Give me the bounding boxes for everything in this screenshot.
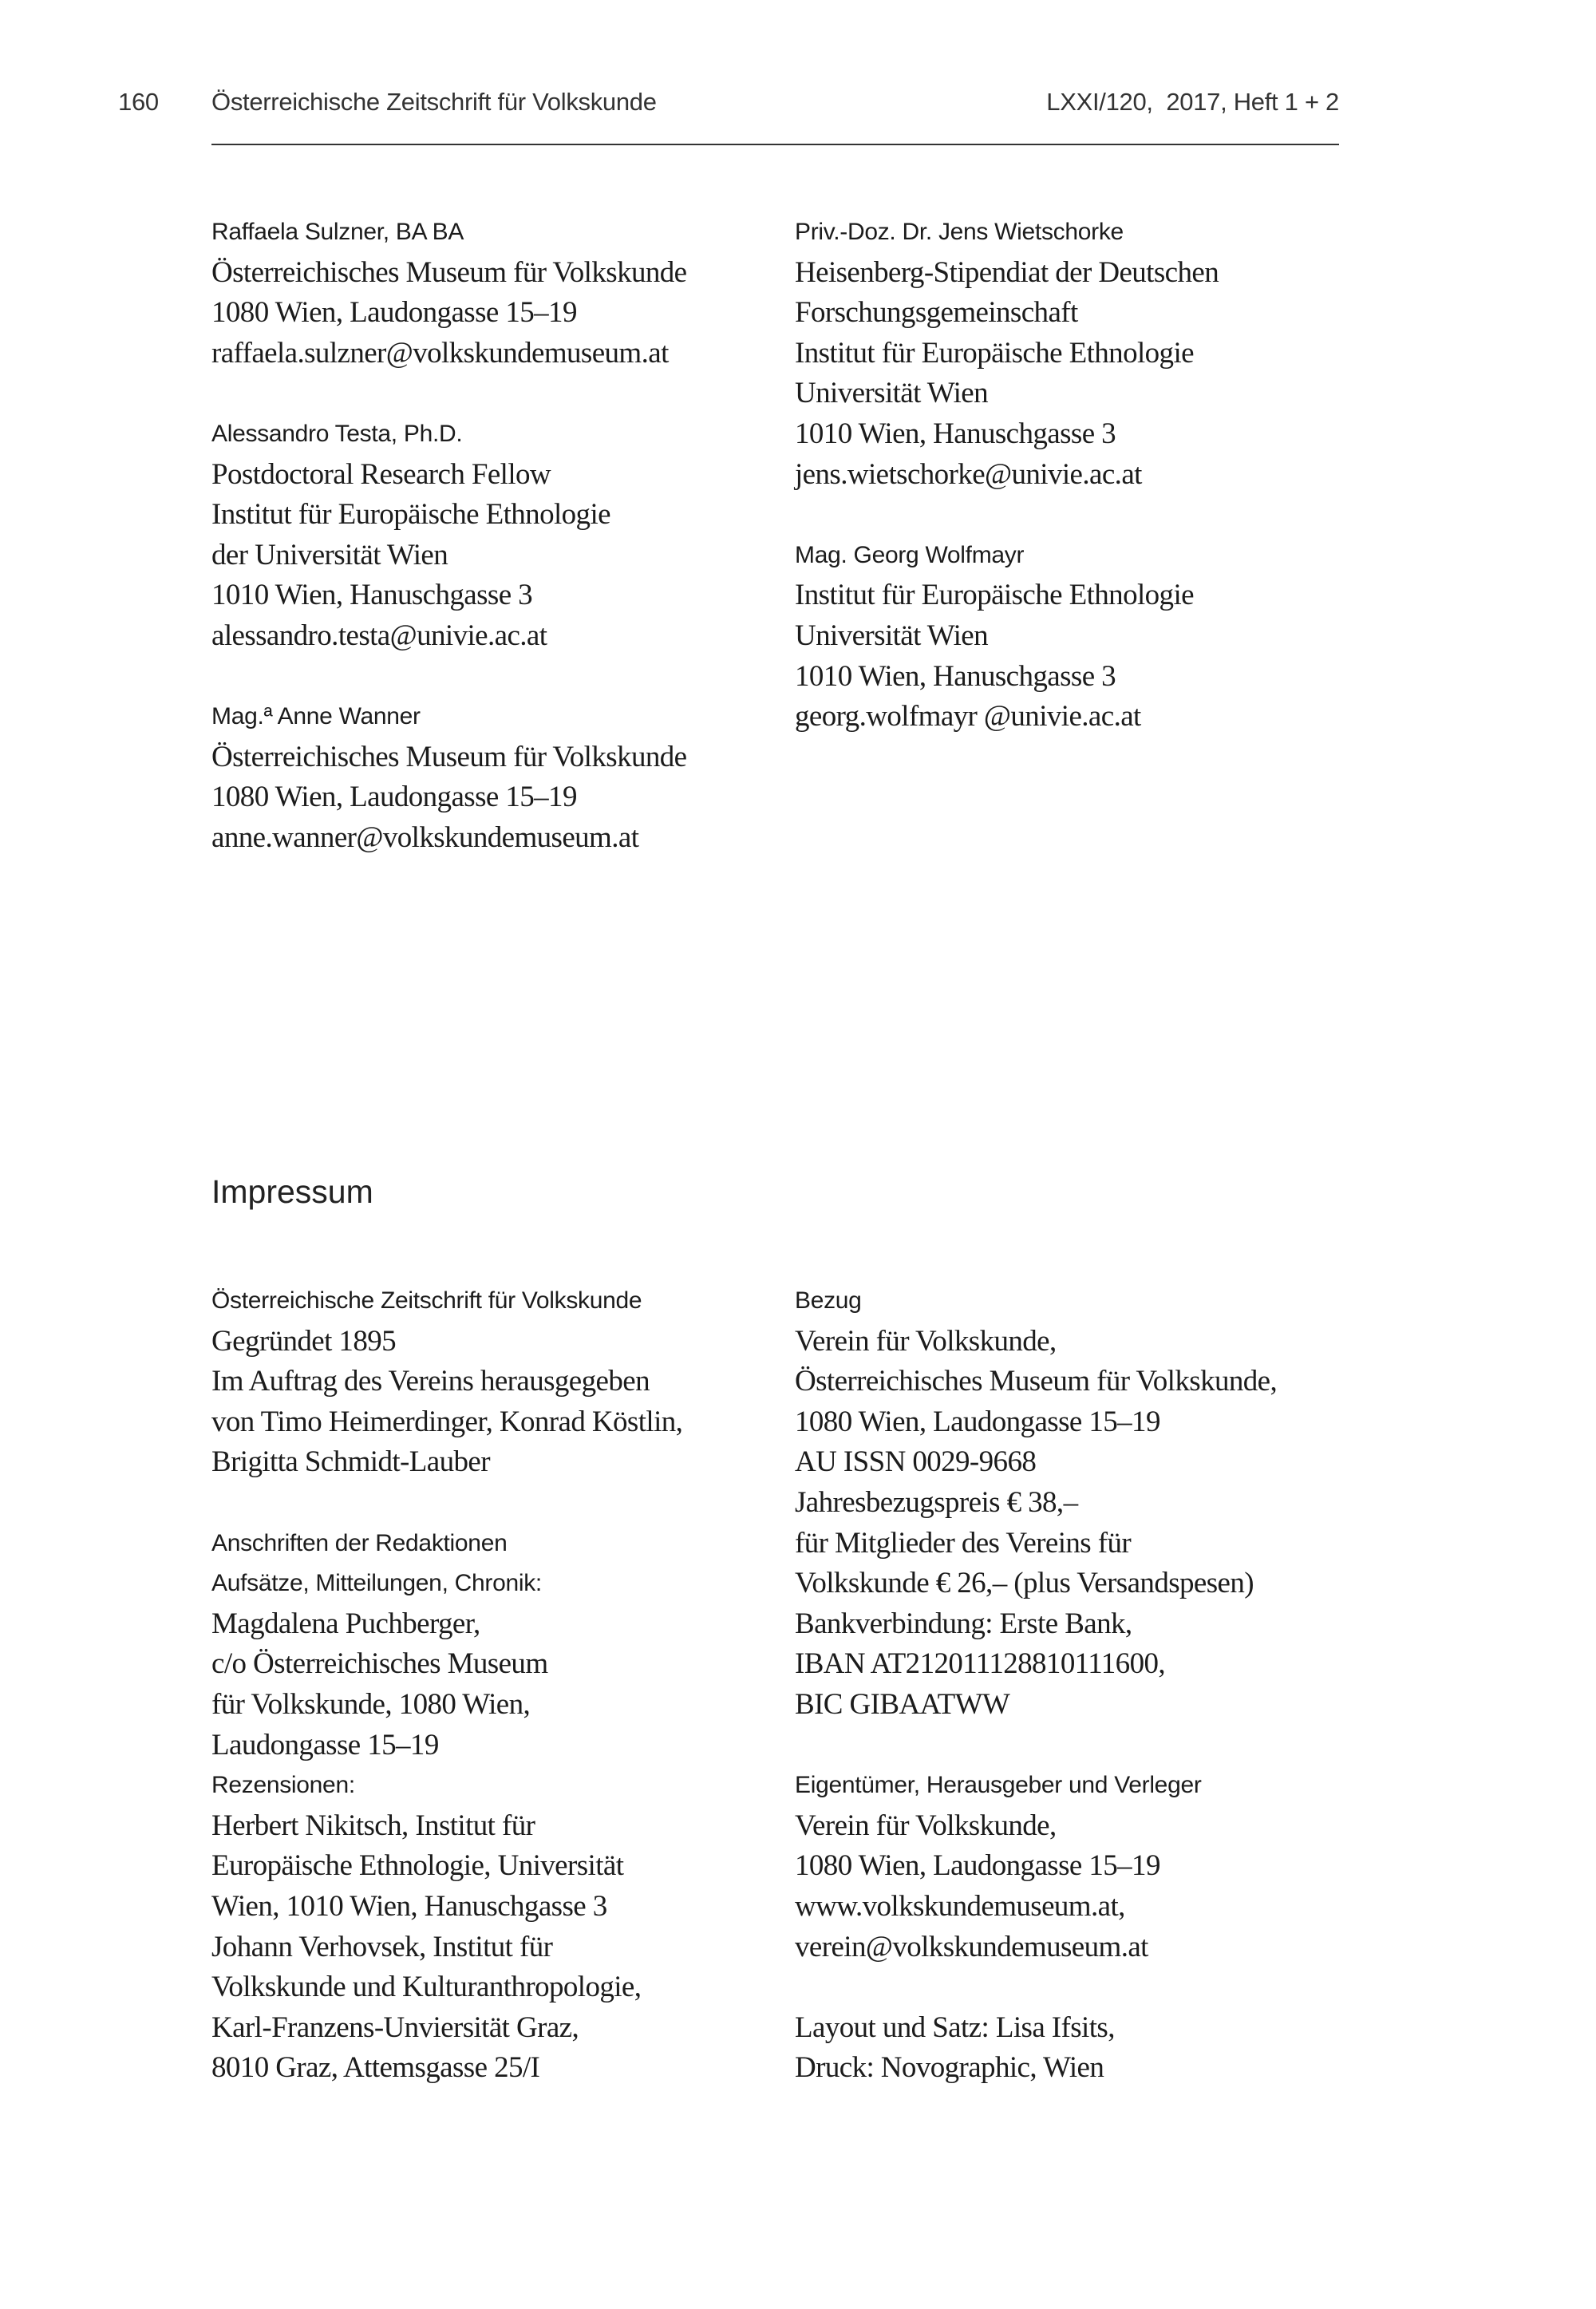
impressum-line: Herbert Nikitsch, Institut für (211, 1809, 535, 1842)
spacer (211, 1483, 770, 1524)
impressum-line: www.volkskundemuseum.at, (795, 1889, 1125, 1923)
impressum-line: Gegründet 1895 (211, 1324, 397, 1358)
impressum-line: Johann Verhovsek, Institut für (211, 1930, 553, 1963)
impressum-line: Brigitta Schmidt-Lauber (211, 1445, 490, 1479)
impressum-line: Österreichisches Museum für Volkskunde, (795, 1365, 1278, 1398)
contributor-address-line: alessandro.testa@univie.ac.at (211, 619, 547, 652)
contributor-address-line: Postdoctoral Research Fellow (211, 457, 551, 491)
impressum-right-column (795, 1281, 1353, 2089)
impressum-line: von Timo Heimerdinger, Konrad Köstlin, (211, 1405, 683, 1438)
impressum-line: Volkskunde und Kulturanthropologie, (211, 1971, 642, 2004)
impressum-line: Laudongasse 15–19 (211, 1728, 439, 1761)
contributor-name: Mag. Georg Wolfmayr (795, 541, 1025, 568)
spacer (795, 1726, 1353, 1766)
impressum-line: Bankverbindung: Erste Bank, (795, 1607, 1132, 1640)
impressum-label: Aufsätze, Mitteilungen, Chronik: (211, 1570, 542, 1597)
impressum-line: Im Auftrag des Vereins herausgegeben (211, 1365, 650, 1398)
contributor-address-line: Heisenberg-Stipendiat der Deutschen (795, 255, 1219, 289)
impressum-label: Eigentümer, Herausgeber und Verleger (795, 1772, 1202, 1799)
contributor-address-line: Institut für Europäische Ethnologie (795, 579, 1194, 612)
contributor-address-line: 1010 Wien, Hanuschgasse 3 (795, 417, 1116, 450)
impressum-line: Volkskunde € 26,– (plus Versandspesen) (795, 1567, 1254, 1600)
contributor-address-line: 1080 Wien, Laudongasse 15–19 (211, 296, 577, 330)
impressum-label: Rezensionen: (211, 1772, 355, 1799)
impressum-label: Anschriften der Redaktionen (211, 1529, 508, 1556)
contributor-name: Raffaela Sulzner, BA BA (211, 219, 464, 245)
impressum-line: BIC GIBAATWW (795, 1687, 1010, 1721)
impressum-line: Verein für Volkskunde, (795, 1324, 1057, 1358)
impressum-line: Wien, 1010 Wien, Hanuschgasse 3 (211, 1889, 607, 1923)
impressum-label: Bezug (795, 1287, 862, 1314)
contributor-address-line: Universität Wien (795, 619, 989, 652)
contributor-address-line: 1010 Wien, Hanuschgasse 3 (795, 659, 1116, 693)
impressum-heading: Impressum (211, 1173, 373, 1210)
impressum-line: 1080 Wien, Laudongasse 15–19 (795, 1405, 1160, 1438)
contributor-address-line: Österreichisches Museum für Volkskunde (211, 255, 687, 289)
spacer (795, 1967, 1353, 2008)
impressum-line: c/o Österreichisches Museum (211, 1647, 548, 1681)
impressum-line: 1080 Wien, Laudongasse 15–19 (795, 1849, 1160, 1883)
impressum-line: Druck: Novographic, Wien (795, 2051, 1104, 2085)
impressum-line: Magdalena Puchberger, (211, 1607, 480, 1640)
contributor-address-line: raffaela.sulzner@volkskundemuseum.at (211, 336, 669, 370)
impressum-line: Layout und Satz: Lisa Ifsits, (795, 2010, 1115, 2044)
contributor-address-line: 1010 Wien, Hanuschgasse 3 (211, 579, 533, 612)
impressum-line: IBAN AT212011128810111600, (795, 1647, 1166, 1681)
contributors-right-column (795, 212, 1353, 737)
contributor-name: Priv.-Doz. Dr. Jens Wietschorke (795, 219, 1124, 245)
contributor-address-line: Universität Wien (795, 377, 989, 410)
impressum-line: Karl-Franzens-Unviersität Graz, (211, 2010, 579, 2044)
issue-info: LXXI/120, 2017, Heft 1 + 2 (1046, 88, 1339, 116)
header-rule (211, 144, 1339, 145)
contributor-address-line: der Universität Wien (211, 538, 448, 571)
contributor-address-line: Österreichisches Museum für Volkskunde (211, 740, 687, 773)
page-number: 160 (118, 88, 159, 116)
spacer (795, 495, 1353, 536)
contributor-address-line: 1080 Wien, Laudongasse 15–19 (211, 781, 577, 814)
impressum-label: Österreichische Zeitschrift für Volkskunde (211, 1287, 642, 1314)
contributor-address-line: georg.wolfmayr @univie.ac.at (795, 700, 1141, 733)
contributors-left-column (211, 212, 770, 859)
contributor-address-line: jens.wietschorke@univie.ac.at (795, 457, 1142, 491)
contributor-address-line: Institut für Europäische Ethnologie (795, 336, 1194, 370)
contributor-name: Mag.ª Anne Wanner (211, 703, 421, 730)
impressum-line: für Mitglieder des Vereins für (795, 1526, 1132, 1560)
contributor-address-line: anne.wanner@volkskundemuseum.at (211, 820, 639, 854)
impressum-line: Verein für Volkskunde, (795, 1809, 1057, 1842)
impressum-line: verein@volkskundemuseum.at (795, 1930, 1148, 1963)
contributor-address-line: Institut für Europäische Ethnologie (211, 498, 610, 532)
impressum-left-column (211, 1281, 770, 2089)
impressum-line: Europäische Ethnologie, Universität (211, 1849, 624, 1883)
contributor-name: Alessandro Testa, Ph.D. (211, 420, 463, 447)
impressum-line: für Volkskunde, 1080 Wien, (211, 1687, 531, 1721)
spacer (211, 657, 770, 698)
running-title: Österreichische Zeitschrift für Volkskunde (211, 88, 657, 116)
spacer (211, 374, 770, 414)
impressum-line: AU ISSN 0029-9668 (795, 1445, 1037, 1479)
contributor-address-line: Forschungsgemeinschaft (795, 296, 1078, 330)
impressum-line: 8010 Graz, Attemsgasse 25/I (211, 2051, 540, 2085)
impressum-line: Jahresbezugspreis € 38,– (795, 1485, 1078, 1519)
